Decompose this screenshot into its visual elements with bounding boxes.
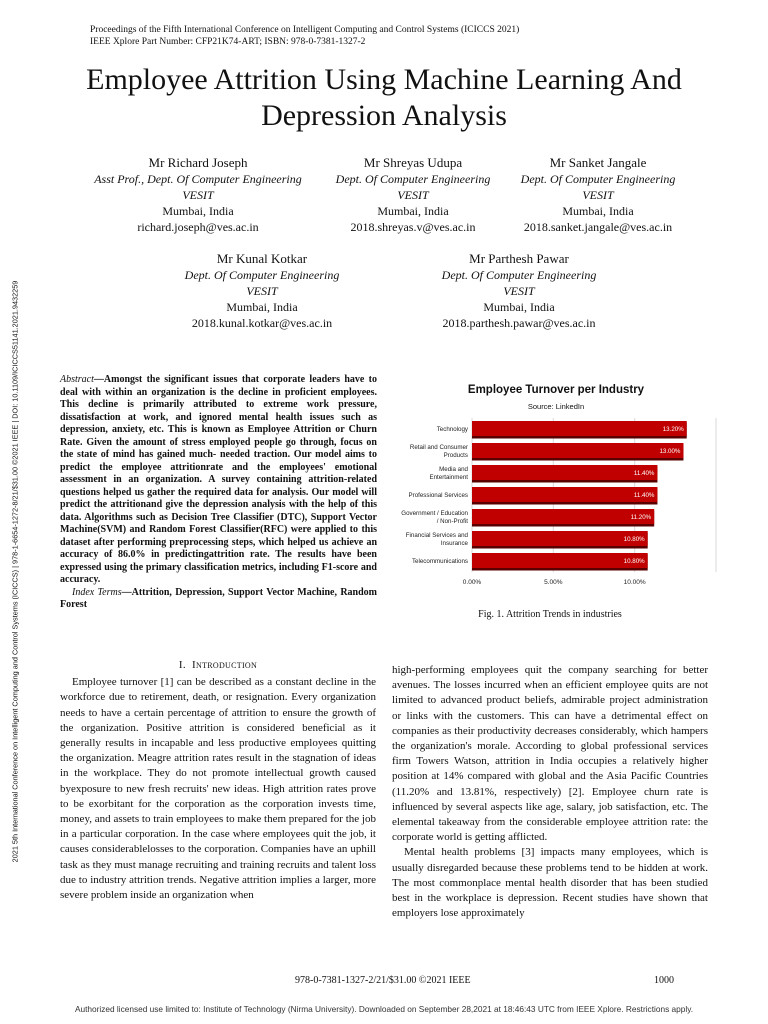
author-city: Mumbai, India bbox=[226, 300, 298, 314]
author-name: Mr Kunal Kotkar bbox=[216, 251, 308, 266]
intro-paragraph: Employee turnover [1] can be described as a constant decline in the workforce due to retirement, death, or resignation. Every organization needs to have a certain percentage of attrition to ensure the growth of the organization. Positive attrition is considered beneficial as it generally results in incapable and less productive employees quitting the organization. Meagre attrition rates result in the stagnation of ideas in the workplace. They do not promote intellectual growth caused byexposure to new fresh recruits' new ideas. High attrition rates prove to be exorbitant for the corporation as the corporation invests time, money, and assets to train employees to make them prepared for the job in a particular corporation. In the case where employees quit the job, it causes considerablelosses to the corporation. Companies have an uphill task as they must manage recruiting and training recruits and talent loss due to industry attrition trends. Negative attrition implies a larger, more severe problem inside an organization when bbox=[60, 676, 376, 902]
author-name: Mr Parthesh Pawar bbox=[469, 251, 569, 266]
author-email: richard.joseph@ves.ac.in bbox=[137, 220, 259, 234]
bar-value-label: 13.20% bbox=[662, 426, 684, 433]
x-tick-label: 10.00% bbox=[623, 579, 646, 586]
bar-value-label: 11.40% bbox=[633, 492, 655, 499]
bar-value-label: 11.40% bbox=[633, 470, 655, 477]
category-label: Telecommunications bbox=[411, 558, 468, 565]
section-number: I. bbox=[178, 659, 186, 671]
copyright-footer: 978-0-7381-1327-2/21/$31.00 ©2021 IEEE bbox=[295, 975, 471, 986]
x-tick-label: 0.00% bbox=[462, 579, 482, 586]
intro-right-column bbox=[392, 663, 708, 921]
bar bbox=[472, 553, 648, 568]
title-line-2: Depression Analysis bbox=[261, 99, 507, 132]
author-1 bbox=[88, 155, 308, 235]
turnover-bar-chart bbox=[388, 414, 724, 600]
bar-value-label: 10.80% bbox=[623, 536, 645, 543]
author-org: VESIT bbox=[397, 188, 429, 202]
author-4 bbox=[152, 251, 372, 331]
intro-left-column bbox=[60, 658, 376, 903]
section-title: Introduction bbox=[192, 659, 258, 671]
author-email: 2018.parthesh.pawar@ves.ac.in bbox=[442, 316, 596, 330]
author-email: 2018.kunal.kotkar@ves.ac.in bbox=[191, 316, 333, 330]
bar bbox=[472, 443, 683, 458]
category-label: Financial Services and Insurance bbox=[405, 532, 468, 547]
intro-paragraph: high-performing employees quit the company searching for better avenues. The losses incurred when an efficient employee quits are not limited to advanced product beliefs, admirable project administration or links with the customers. This can have a detrimental effect on companies as their productivity decreases considerably, which hampers the organization's morale. According to global professional services firm Towers Watson, attrition in India occupies a relatively higher position at 14% compared with global and the Asia Pacific Countries (11.20% and 13.81%, respectively) [2]. Employee churn rate is influenced by several aspects like age, salary, job satisfaction, etc. The elemental takeaway from the considerable employee attrition rate: the corporate world is getting afflicted. bbox=[392, 664, 708, 844]
paper-title bbox=[40, 62, 728, 134]
index-terms-label: Index Terms bbox=[72, 586, 122, 598]
category-label: Retail and Consumer Products bbox=[409, 444, 468, 459]
author-name: Mr Shreyas Udupa bbox=[363, 155, 463, 170]
author-org: VESIT bbox=[246, 284, 278, 298]
author-affiliation: Asst Prof., Dept. Of Computer Engineering bbox=[94, 172, 302, 186]
author-5 bbox=[409, 251, 629, 331]
author-name: Mr Sanket Jangale bbox=[549, 155, 647, 170]
author-org: VESIT bbox=[503, 284, 535, 298]
author-org: VESIT bbox=[582, 188, 614, 202]
bar bbox=[472, 421, 687, 436]
bar-value-label: 10.80% bbox=[623, 558, 645, 565]
title-line-1: Employee Attrition Using Machine Learning And bbox=[86, 63, 682, 96]
side-citation bbox=[7, 180, 23, 970]
author-org: VESIT bbox=[182, 188, 214, 202]
index-terms-text: —Attrition, Depression, Support Vector Machine, Random Forest bbox=[60, 586, 377, 610]
abstract bbox=[60, 374, 377, 612]
author-email: 2018.shreyas.v@ves.ac.in bbox=[350, 220, 476, 234]
intro-paragraph: Mental health problems [3] impacts many employees, which is usually disregarded because these problems tend to be hidden at work. The most commonplace mental health disorder that has been studied best in the workplace is depression. Recent studies have shown that employers lose approximately bbox=[392, 846, 708, 920]
author-affiliation: Dept. Of Computer Engineering bbox=[184, 268, 340, 282]
author-city: Mumbai, India bbox=[162, 204, 234, 218]
author-email: 2018.sanket.jangale@ves.ac.in bbox=[523, 220, 673, 234]
bar bbox=[472, 487, 657, 502]
author-affiliation: Dept. Of Computer Engineering bbox=[441, 268, 597, 282]
category-label: Technology bbox=[436, 426, 468, 433]
bar-value-label: 13.00% bbox=[659, 448, 681, 455]
author-affiliation: Dept. Of Computer Engineering bbox=[335, 172, 491, 186]
author-3 bbox=[488, 155, 708, 235]
author-city: Mumbai, India bbox=[377, 204, 449, 218]
proceedings-header bbox=[90, 24, 519, 48]
author-city: Mumbai, India bbox=[562, 204, 634, 218]
abstract-label: Abstract bbox=[60, 374, 94, 385]
chart-title: Employee Turnover per Industry bbox=[467, 384, 645, 396]
section-heading bbox=[60, 658, 376, 673]
author-name: Mr Richard Joseph bbox=[148, 155, 248, 170]
bar bbox=[472, 531, 648, 546]
bar bbox=[472, 509, 654, 524]
chart-subtitle: Source: LinkedIn bbox=[527, 402, 585, 411]
authorized-use-notice: Authorized licensed use limited to: Institute of Technology (Nirma University). Downloaded on September 28,2021 at 18:46:43 UTC from IEEE Xplore. Restrictions apply. bbox=[74, 1004, 694, 1014]
bar-value-label: 11.20% bbox=[630, 514, 652, 521]
bar bbox=[472, 465, 657, 480]
category-label: Media and Entertainment bbox=[429, 466, 468, 481]
header-line-2: IEEE Xplore Part Number: CFP21K74-ART; ISBN: 978-0-7381-1327-2 bbox=[90, 37, 366, 47]
x-tick-label: 5.00% bbox=[544, 579, 563, 586]
category-label: Government / Education / Non-Profit bbox=[401, 510, 468, 525]
figure-caption: Fig. 1. Attrition Trends in industries bbox=[478, 609, 622, 620]
category-label: Professional Services bbox=[408, 492, 468, 499]
author-affiliation: Dept. Of Computer Engineering bbox=[520, 172, 676, 186]
side-citation-text: 2021 5th International Conference on Intelligent Computing and Control Systems (ICICCS) | 978-1-6654-1272-8/21/$31.00 ©2021 IEEE | DOI: 10.1109/ICICCS51141.2021.9432259 bbox=[10, 280, 20, 863]
page-number: 1000 bbox=[654, 975, 674, 986]
header-line-1: Proceedings of the Fifth International Conference on Intelligent Computing and Control Systems (ICICCS 2021) bbox=[90, 25, 520, 35]
abstract-text: —Amongst the significant issues that corporate leaders have to deal with within an organization is the decline in proficient employees. This decline is primarily attributed to extreme work pressure, dissatisfaction at work, and ignored mental health issues such as depression, anxiety, etc. This is known as Employee Attrition or Churn Rate. Given the amount of stress employed people go through, focus on the state of mind has gained much- needed traction. Our model aims to predict the employee attritionrate and the employees' emotional assessment in an organization. A survey containing attrition-related questions helped us gather the required data for analysis. Our model will predict the attritionand give the depression analysis with the help of this data. Algorithms such as Decision Tree Classifier (DTC), Support Vector Machine(SVM) and Random Forest Classifier(RFC) were applied to this dataset after performing preprocessing steps, which helped us achieve an accuracy of 86.0% in predictingattrition rate. The results have been expressed using the primary classification metrics, including F1-score and accuracy. bbox=[60, 374, 377, 585]
author-city: Mumbai, India bbox=[483, 300, 555, 314]
